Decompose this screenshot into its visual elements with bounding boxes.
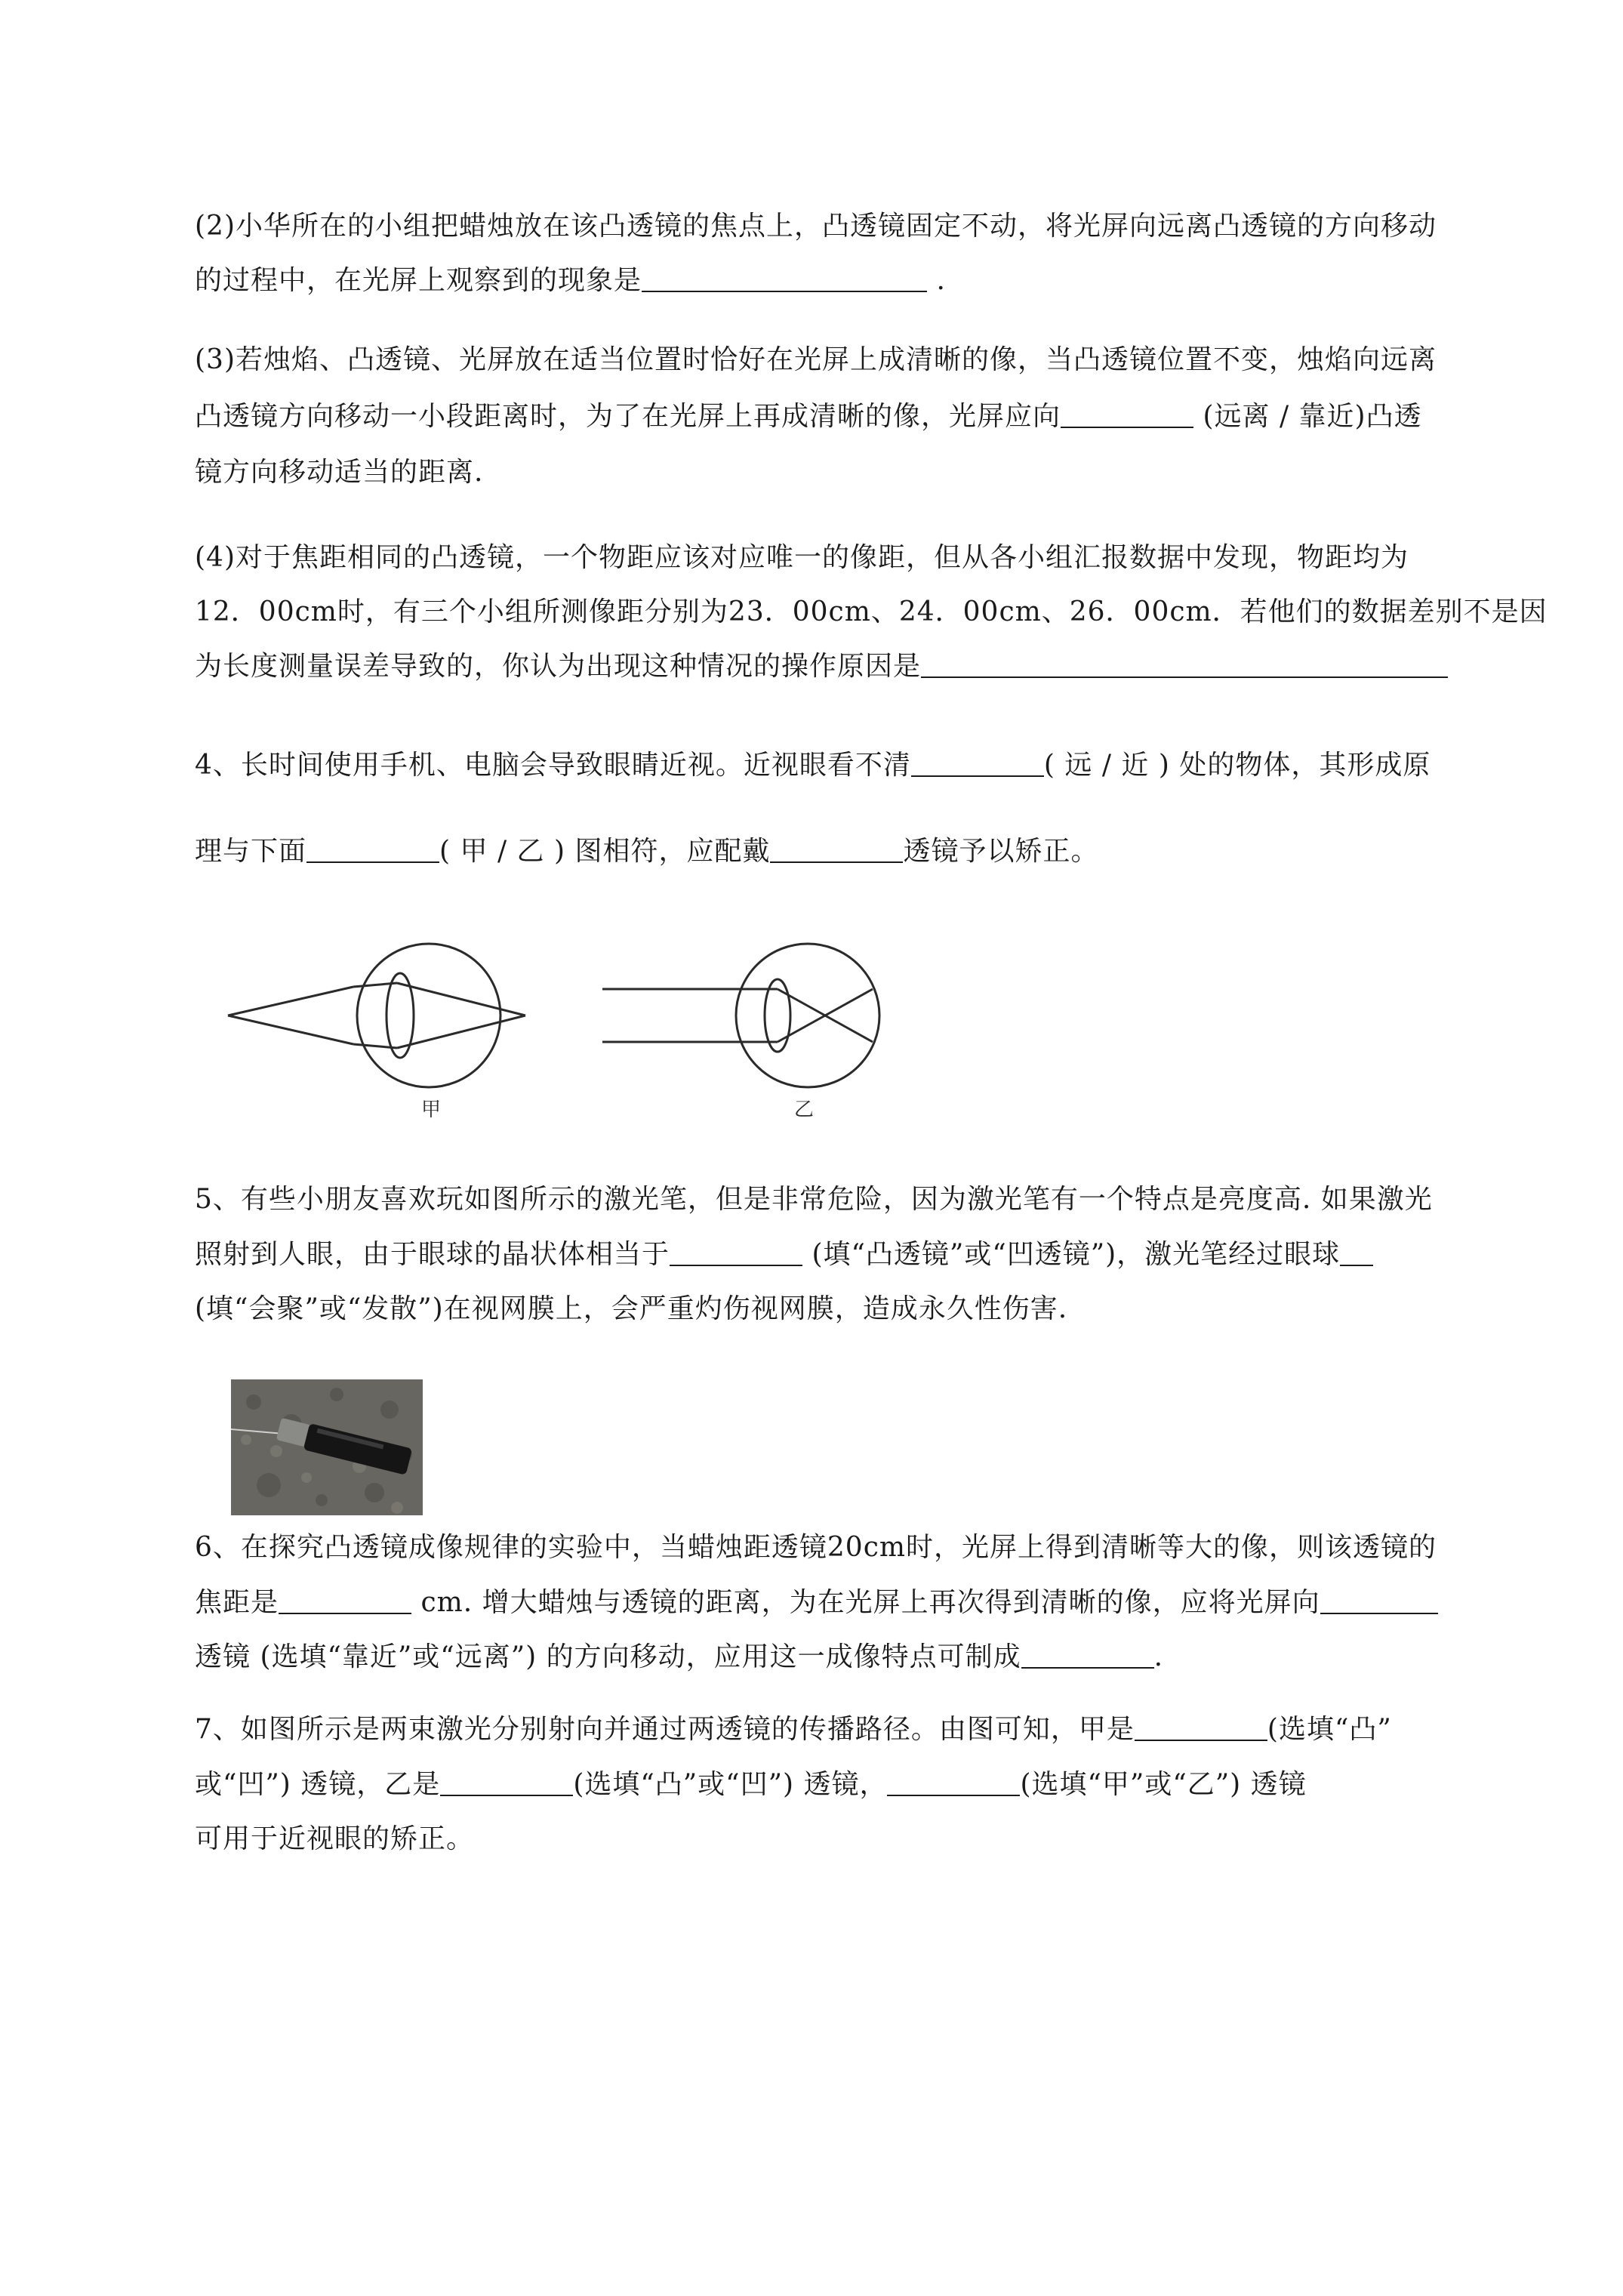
q3-4-line-1: (4)对于焦距相同的凸透镜，一个物距应该对应唯一的像距，但从各小组汇报数据中发现，物距均为	[195, 542, 1409, 573]
answer-blank[interactable]	[440, 1767, 573, 1796]
q7-text-b2: (选填“凸”或“凹”) 透镜，	[573, 1769, 888, 1800]
q4-line-2	[195, 834, 1098, 870]
answer-blank[interactable]	[670, 1237, 802, 1266]
q5-text-b: (填“凸透镜”或“凹透镜”)，激光笔经过眼球	[802, 1239, 1341, 1270]
q6-text-b3: .	[1153, 1641, 1164, 1672]
q4-text-c2: 透镜予以矫正。	[903, 836, 1099, 867]
answer-blank[interactable]	[911, 748, 1044, 777]
answer-blank[interactable]	[921, 649, 1448, 678]
q3-3-text-b: (远离 / 靠近)凸透	[1193, 401, 1422, 432]
answer-blank[interactable]	[642, 264, 927, 292]
q6-line-1: 6、在探究凸透镜成像规律的实验中，当蜡烛距透镜20cm时，光屏上得到清晰等大的像，则该透镜的	[195, 1532, 1437, 1563]
answer-blank[interactable]	[770, 834, 903, 863]
fig-label-yi: 乙	[794, 1099, 815, 1121]
q3-2-line-1: (2)小华所在的小组把蜡烛放在该凸透镜的焦点上，凸透镜固定不动，将光屏向远离凸透镜的方向移动	[195, 211, 1437, 242]
answer-blank[interactable]	[1021, 1640, 1154, 1669]
q3-3-line-3: 镜方向移动适当的距离.	[195, 457, 484, 488]
q6-line-3	[195, 1639, 1163, 1675]
q5-line-1: 5、有些小朋友喜欢玩如图所示的激光笔，但是非常危险，因为激光笔有一个特点是亮度高. 如果激光	[195, 1184, 1433, 1215]
q4-text-a2: 理与下面	[195, 836, 307, 867]
answer-blank[interactable]	[1320, 1586, 1438, 1614]
answer-blank[interactable]	[1340, 1237, 1373, 1266]
q3-2-text-a: 的过程中，在光屏上观察到的现象是	[195, 265, 642, 296]
q7-text-c2: (选填“甲”或“乙”) 透镜	[1020, 1769, 1307, 1800]
q3-2-text-b: .	[927, 265, 946, 296]
q3-3-text-a: 凸透镜方向移动一小段距离时，为了在光屏上再成清晰的像，光屏应向	[195, 401, 1061, 432]
answer-blank[interactable]	[306, 834, 439, 863]
q4-text-b: ( 远 / 近 ) 处的物体，其形成原	[1043, 750, 1431, 781]
q7-text-b: (选填“凸”	[1267, 1714, 1392, 1745]
answer-blank[interactable]	[887, 1767, 1020, 1796]
answer-blank[interactable]	[1061, 399, 1193, 428]
q6-text-a: 焦距是	[195, 1587, 279, 1618]
q3-2-line-2	[195, 263, 946, 299]
eye-diagram-yi	[602, 936, 904, 1125]
fig-label-jia: 甲	[421, 1099, 442, 1121]
q7-line-2	[195, 1767, 1307, 1803]
q3-4-line-3	[195, 649, 1448, 685]
q7-text-a2: 或“凹”) 透镜，乙是	[195, 1769, 441, 1800]
q6-text-b: cm. 增大蜡烛与透镜的距离，为在光屏上再次得到清晰的像，应将光屏向	[411, 1587, 1320, 1618]
q7-line-1	[195, 1712, 1392, 1748]
answer-blank[interactable]	[279, 1586, 411, 1614]
q4-text-a: 4、长时间使用手机、电脑会导致眼睛近视。近视眼看不清	[195, 750, 911, 781]
answer-blank[interactable]	[1135, 1712, 1267, 1741]
q7-line-3: 可用于近视眼的矫正。	[195, 1823, 475, 1854]
laser-pen-photo	[231, 1379, 423, 1515]
q3-4-text-a: 为长度测量误差导致的，你认为出现这种情况的操作原因是	[195, 651, 922, 682]
q3-4-line-2: 12．00cm时，有三个小组所测像距分别为23．00cm、24．00cm、26．00cm．若他们的数据差别不是因	[195, 596, 1548, 627]
q6-text-a3: 透镜 (选填“靠近”或“远离”) 的方向移动，应用这一成像特点可制成	[195, 1641, 1021, 1672]
q3-3-line-1: (3)若烛焰、凸透镜、光屏放在适当位置时恰好在光屏上成清晰的像，当凸透镜位置不变，烛焰向远离	[195, 344, 1437, 375]
q7-text-a: 7、如图所示是两束激光分别射向并通过两透镜的传播路径。由图可知，甲是	[195, 1714, 1135, 1745]
q3-3-line-2	[195, 399, 1422, 435]
q5-line-3: (填“会聚”或“发散”)在视网膜上，会严重灼伤视网膜，造成永久性伤害.	[195, 1293, 1068, 1324]
q5-text-a: 照射到人眼，由于眼球的晶状体相当于	[195, 1239, 670, 1270]
q4-text-b2: ( 甲 / 乙 ) 图相符，应配戴	[439, 836, 771, 867]
q4-line-1	[195, 747, 1431, 784]
q6-line-2	[195, 1585, 1438, 1621]
eye-diagram-jia	[223, 936, 540, 1125]
q5-line-2	[195, 1237, 1373, 1273]
